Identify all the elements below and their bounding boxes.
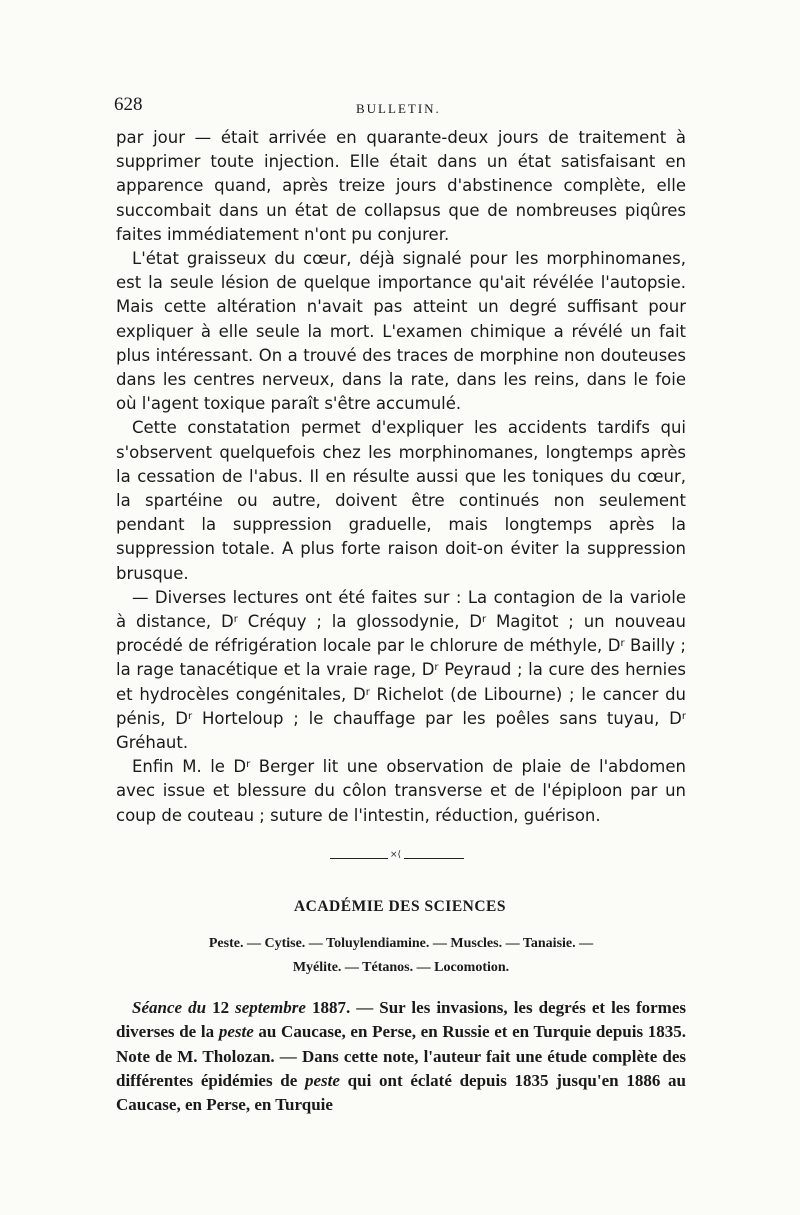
paragraph-1: par jour — était arrivée en quarante-deux jours de traitement à supprimer toute injection. Elle était dans un état satisfaisant en apparence quand, après treize jours d'abstinence complète, elle succombait dans un état de collapsus que de nombreuses piqûres faites immédiatement n'ont pu conjurer. (116, 128, 686, 244)
paragraph-2: L'état graisseux du cœur, déjà signalé pour les morphinomanes, est la seule lésion de quelque importance qu'ait révélée l'autopsie. Mais cette altération n'avait pas atteint un degré suffisant pour expliquer à elle seule la mort. L'examen chimique a révélé un fait plus intéressant. On a trouvé des traces de morphine non douteuses dans les centres nerveux, dans la rate, dans les reins, dans le foie où l'agent toxique paraît s'être accumulé. (116, 249, 686, 414)
text: Gréhaut. (116, 733, 189, 753)
text: Magitot ; un nouveau procédé de réfrigération locale par le chlorure de méthyle, D (116, 612, 686, 656)
text: Créquy ; la glossodynie, D (237, 612, 483, 632)
superscript: r (681, 710, 686, 722)
divider-rule-right (404, 858, 464, 859)
session-date-value: 12 (212, 998, 230, 1017)
divider-rule-left (330, 858, 388, 859)
text: au Caucase, en Perse, en Russie et en Turquie depuis 1835. Note de M. Tholozan. — Dans cette note, l'auteur fait une étude complète des différentes épidémies de (116, 1022, 686, 1090)
session-date-label: Séance du (132, 998, 207, 1017)
text: — Sur les invasions, les degrés et les formes diverses de la (116, 998, 687, 1042)
superscript: r (482, 614, 487, 626)
divider-knot: ⨯⟨ (390, 850, 402, 860)
session-date-year: 1887. (311, 998, 351, 1017)
running-head: BULLETIN. (356, 101, 441, 116)
session-paragraph (116, 996, 686, 1117)
section-divider-ornament (330, 850, 464, 862)
peste-term: peste (305, 1070, 340, 1090)
text: qui ont éclaté depuis 1835 jusqu'en 1886 au Caucase, en Perse, en Turquie (116, 1070, 686, 1115)
article-body (116, 126, 686, 828)
text: Bailly ; la rage tanacétique et la vraie rage, D (116, 636, 686, 680)
section-topics (116, 932, 686, 980)
paragraph-3: Cette constatation permet d'expliquer les accidents tardifs qui s'observent quelquefois chez les morphinomanes, longtemps après la cessation de l'abus. Il en résulte aussi que les toniques du cœur, la spartéine ou autre, doivent être continués non seulement pendant la suppression graduelle, mais longtemps après la suppression totale. A plus forte raison doit-on éviter la suppression brusque. (116, 418, 686, 583)
peste-term: peste (218, 1022, 254, 1042)
section-heading: ACADÉMIE DES SCIENCES (293, 898, 507, 915)
session-date-month: septembre (235, 998, 306, 1017)
text: Berger lit une observation de plaie de l'abdomen avec issue et blessure du côlon transverse et de l'épiploon par un coup de couteau ; suture de l'intestin, réduction, guérison. (116, 757, 686, 825)
page-number: 628 (114, 94, 143, 115)
topics-line-1: Peste. — Cytise. — Toluylendiamine. — Muscles. — Tanaisie. — (208, 936, 594, 951)
text: — Diverses lectures ont été faites sur : La contagion de la variole à distance, D (116, 587, 686, 632)
paragraph-5 (116, 755, 686, 828)
superscript: r (188, 710, 193, 722)
superscript: r (233, 614, 238, 626)
superscript: r (434, 662, 439, 674)
superscript: r (246, 759, 251, 771)
text: Richelot (de Libourne) ; le cancer du pénis, D (116, 684, 687, 728)
topics-line-2: Myélite. — Tétanos. — Locomotion. (292, 960, 510, 975)
text: Peyraud ; la cure des hernies et hydrocèles congénitales, D (116, 660, 686, 704)
text: Horteloup ; le chauffage par les poêles sans tuyau, D (192, 708, 682, 728)
superscript: r (365, 686, 370, 698)
text: Enfin M. le D (132, 757, 247, 777)
superscript: r (620, 638, 625, 650)
paragraph-4 (116, 586, 686, 755)
